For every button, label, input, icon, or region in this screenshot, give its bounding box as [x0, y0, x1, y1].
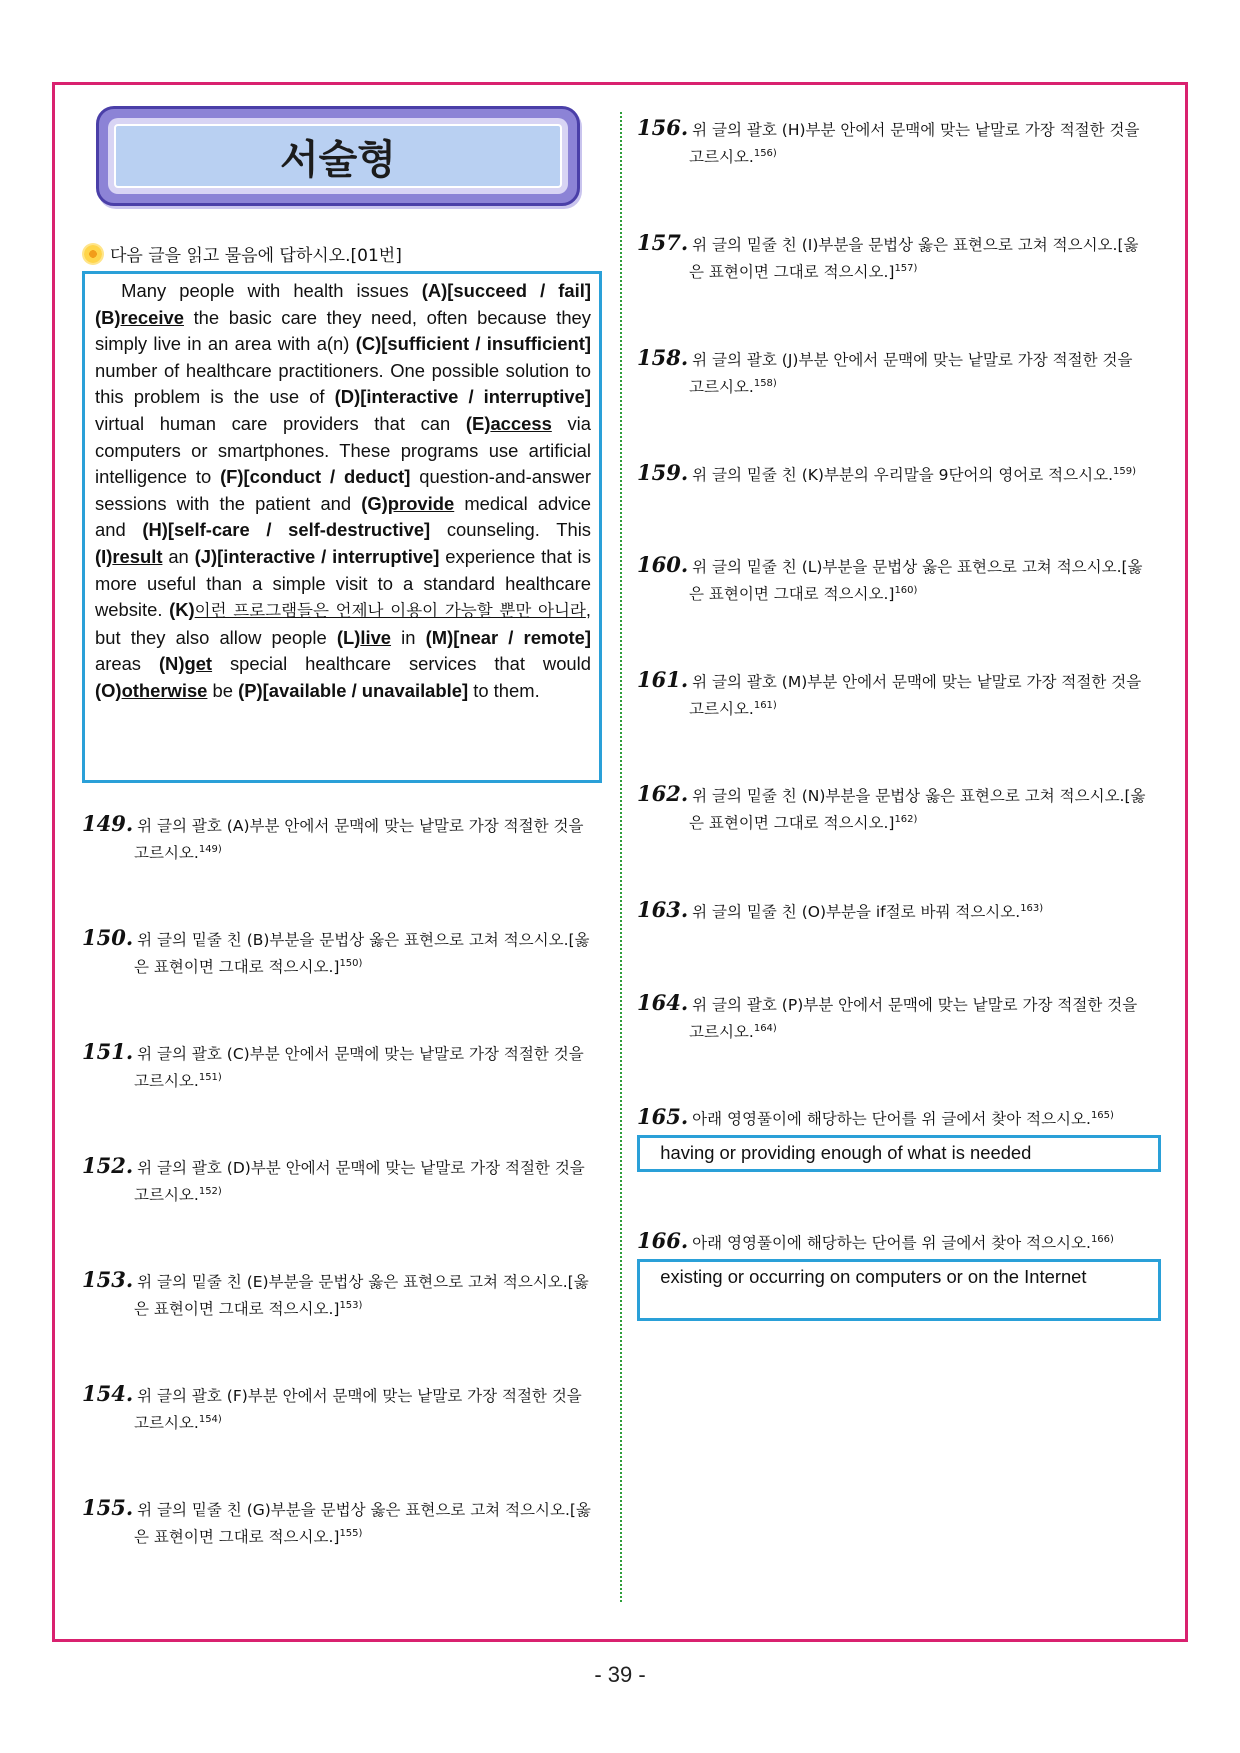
footnote-ref: 154) [198, 1414, 222, 1425]
passage-text: medical advice and [95, 492, 591, 541]
question-text: 아래 영영풀이에 해당하는 단어를 위 글에서 찾아 적으시오. [692, 1110, 1091, 1129]
question-text: 고르시오. [134, 844, 199, 863]
question-text: 고르시오. [689, 148, 754, 167]
passage-text: virtual human care providers that can [95, 412, 451, 434]
label-k: (K) [169, 599, 195, 621]
question-157 [637, 231, 1138, 284]
column-divider [620, 112, 622, 1602]
question-text: 위 글의 괄호 (H)부분 안에서 문맥에 맞는 낱말로 가장 적절한 것을 [692, 121, 1140, 139]
label-o: (O) [95, 679, 122, 701]
underlined-i: result [112, 545, 163, 567]
question-155 [82, 1496, 591, 1549]
section-title: 서술형 [114, 124, 562, 188]
footnote-ref: 162) [894, 814, 918, 825]
footnote-ref: 149) [198, 844, 222, 855]
question-160 [637, 553, 1143, 606]
footnote-ref: 166) [1090, 1234, 1114, 1245]
question-number: 160. [637, 552, 689, 577]
question-text: 고르시오. [134, 1072, 199, 1091]
label-n: (N) [158, 653, 185, 675]
title-badge-inner [108, 118, 568, 194]
question-text: 위 글의 괄호 (C)부분 안에서 문맥에 맞는 낱말로 가장 적절한 것을 [137, 1045, 584, 1063]
blank-h: (H)[self-care / self-destructive] [142, 519, 431, 541]
question-text: 위 글의 괄호 (P)부분 안에서 문맥에 맞는 낱말로 가장 적절한 것을 [692, 996, 1138, 1014]
passage-text: in [401, 626, 416, 648]
question-text: 위 글의 밑줄 친 (I)부분을 문법상 옳은 표현으로 고쳐 적으시오.[옳 [692, 236, 1139, 254]
question-text: 위 글의 괄호 (A)부분 안에서 문맥에 맞는 낱말로 가장 적절한 것을 [137, 817, 584, 835]
question-164 [637, 991, 1137, 1044]
question-154 [82, 1382, 582, 1435]
question-text: 위 글의 괄호 (M)부분 안에서 문맥에 맞는 낱말로 가장 적절한 것을 [692, 673, 1142, 691]
blank-f: (F)[conduct / deduct] [220, 466, 411, 488]
blank-d: (D)[interactive / interruptive] [334, 386, 591, 408]
question-152 [82, 1154, 585, 1207]
question-153 [82, 1268, 589, 1321]
question-number: 166. [637, 1228, 689, 1254]
question-number: 163. [637, 897, 689, 923]
question-number: 151. [82, 1039, 134, 1064]
question-text: 아래 영영풀이에 해당하는 단어를 위 글에서 찾아 적으시오. [692, 1234, 1091, 1253]
question-156 [637, 116, 1140, 169]
passage-text: an [168, 545, 189, 567]
question-text: 위 글의 밑줄 친 (E)부분을 문법상 옳은 표현으로 고쳐 적으시오.[옳 [137, 1273, 589, 1291]
question-text: 은 표현이면 그대로 적으시오.] [689, 814, 895, 833]
question-text: 고르시오. [134, 1186, 199, 1205]
question-158 [637, 346, 1132, 399]
flower-bullet-icon [84, 245, 102, 263]
footnote-ref: 150) [339, 958, 363, 969]
label-l: (L) [336, 626, 361, 648]
question-text: 위 글의 밑줄 친 (O)부분을 if절로 바꿔 적으시오. [692, 903, 1021, 922]
underlined-n: get [184, 653, 213, 675]
blank-m: (M)[near / remote] [425, 626, 591, 648]
footnote-ref: 164) [753, 1023, 777, 1034]
question-number: 162. [637, 781, 689, 806]
underlined-o: otherwise [121, 679, 208, 701]
footnote-ref: 156) [753, 148, 777, 159]
question-number: 165. [637, 1104, 689, 1130]
question-text: 고르시오. [134, 1414, 199, 1433]
question-number: 155. [82, 1495, 134, 1520]
question-number: 150. [82, 925, 134, 950]
underlined-b: receive [120, 306, 184, 328]
question-text: 고르시오. [689, 1023, 754, 1042]
question-number: 149. [82, 811, 134, 836]
definition-box-166 [637, 1259, 1161, 1321]
footnote-ref: 165) [1090, 1110, 1114, 1121]
question-text: 위 글의 괄호 (F)부분 안에서 문맥에 맞는 낱말로 가장 적절한 것을 [137, 1387, 582, 1405]
question-162 [637, 782, 1146, 835]
question-text: 은 표현이면 그대로 적으시오.] [689, 263, 895, 282]
question-text: 고르시오. [689, 700, 754, 719]
passage-text: be [212, 679, 234, 701]
question-text: 위 글의 괄호 (J)부분 안에서 문맥에 맞는 낱말로 가장 적절한 것을 [692, 351, 1133, 369]
blank-a: (A)[succeed / fail] [421, 280, 591, 301]
question-159 [637, 460, 1136, 487]
passage-text: , but they also allow people [95, 599, 591, 648]
definition-text: having or providing enough of what is needed [660, 1142, 1032, 1163]
question-number: 158. [637, 345, 689, 370]
question-text: 위 글의 밑줄 친 (L)부분을 문법상 옳은 표현으로 고쳐 적으시오.[옳 [692, 558, 1143, 576]
question-150 [82, 926, 590, 979]
question-149 [82, 812, 583, 865]
question-text: 은 표현이면 그대로 적으시오.] [134, 1528, 340, 1547]
question-number: 159. [637, 460, 689, 486]
instruction [84, 241, 402, 266]
question-163 [637, 897, 1043, 924]
passage-text: question-and-answer sessions with the patient and [95, 466, 591, 514]
footnote-ref: 153) [339, 1300, 363, 1311]
page-number: - 39 - [594, 1662, 646, 1687]
footnote-ref: 160) [894, 585, 918, 596]
question-number: 152. [82, 1153, 134, 1178]
blank-p: (P)[available / unavailable] [238, 679, 469, 701]
question-text: 위 글의 밑줄 친 (K)부분의 우리말을 9단어의 영어로 적으시오. [692, 466, 1113, 485]
passage-text: counseling. This [446, 519, 591, 541]
reading-passage [82, 271, 602, 783]
question-number: 153. [82, 1267, 134, 1292]
underlined-g: provide [387, 492, 455, 514]
question-151 [82, 1040, 584, 1093]
question-number: 157. [637, 230, 689, 255]
passage-text: special healthcare services that would [229, 653, 591, 675]
underlined-k: 이런 프로그램들은 언제나 이용이 가능할 뿐만 아니라 [194, 601, 586, 621]
blank-c: (C)[sufficient / insufficient] [355, 333, 591, 355]
question-161 [637, 668, 1141, 721]
passage-text: Many people with health issues [121, 280, 409, 301]
underlined-e: access [490, 412, 552, 434]
footnote-ref: 163) [1020, 903, 1044, 914]
instruction-text: 다음 글을 읽고 물음에 답하시오.[01번] [110, 246, 402, 266]
question-text: 위 글의 밑줄 친 (G)부분을 문법상 옳은 표현으로 고쳐 적으시오.[옳 [137, 1501, 591, 1519]
footnote-ref: 152) [198, 1186, 222, 1197]
footnote-ref: 158) [753, 378, 777, 389]
passage-text: to them. [473, 679, 540, 701]
question-text: 위 글의 밑줄 친 (N)부분을 문법상 옳은 표현으로 고쳐 적으시오.[옳 [692, 787, 1146, 805]
passage-text: experience that is more useful than a simple visit to a standard healthcare website. [95, 545, 591, 621]
underlined-l: live [360, 626, 392, 648]
definition-box-165 [637, 1135, 1161, 1172]
label-i: (I) [95, 545, 113, 567]
footnote-ref: 157) [894, 263, 918, 274]
definition-text: existing or occurring on computers or on the Internet [660, 1266, 1087, 1287]
question-number: 154. [82, 1381, 134, 1406]
passage-text: number of healthcare practitioners. One possible solution to this problem is the use of [95, 359, 591, 408]
footnote-ref: 161) [753, 700, 777, 711]
passage-text: areas [95, 653, 142, 675]
question-text: 위 글의 괄호 (D)부분 안에서 문맥에 맞는 낱말로 가장 적절한 것을 [137, 1159, 585, 1177]
question-text: 고르시오. [689, 378, 754, 397]
question-text: 은 표현이면 그대로 적으시오.] [134, 1300, 340, 1319]
question-number: 156. [637, 115, 689, 140]
question-text: 은 표현이면 그대로 적으시오.] [689, 585, 895, 604]
footnote-ref: 155) [339, 1528, 363, 1539]
section-title-badge [96, 106, 580, 206]
question-165 [637, 1104, 1114, 1131]
label-b: (B) [95, 306, 121, 328]
blank-j: (J)[interactive / interruptive] [194, 545, 440, 567]
footnote-ref: 151) [198, 1072, 222, 1083]
question-166 [637, 1228, 1114, 1255]
label-g: (G) [361, 492, 388, 514]
passage-text: via computers or smartphones. These programs use artificial intelligence to [95, 412, 591, 488]
passage-text: the basic care they need, often because they simply live in an area with a(n) [95, 306, 591, 355]
footnote-ref: 159) [1113, 466, 1136, 477]
question-text: 은 표현이면 그대로 적으시오.] [134, 958, 340, 977]
question-number: 164. [637, 990, 689, 1015]
question-text: 위 글의 밑줄 친 (B)부분을 문법상 옳은 표현으로 고쳐 적으시오.[옳 [137, 931, 590, 949]
question-number: 161. [637, 667, 689, 692]
label-e: (E) [465, 412, 491, 434]
